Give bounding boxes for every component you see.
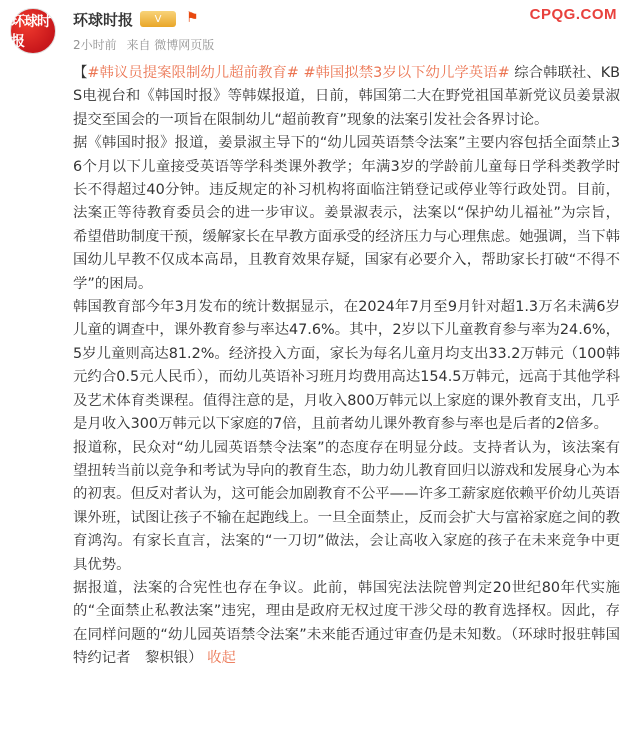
topic-link-1[interactable]: #韩议员提案限制幼儿超前教育# [87, 65, 299, 81]
avatar[interactable]: 环球时报 [10, 8, 56, 54]
vip-badge-icon: V [140, 11, 176, 27]
post-source: 来自 微博网页版 [126, 38, 215, 52]
bracket-open: 【 [73, 65, 88, 81]
post-paragraph [73, 62, 620, 132]
post-meta [73, 36, 220, 53]
topic-link-2[interactable]: #韩国拟禁3岁以下幼儿学英语# [303, 65, 510, 81]
watermark: CPQG.COM [529, 6, 617, 23]
collapse-link[interactable]: 收起 [207, 650, 236, 667]
paragraph-5-text: 据报道，法案的合宪性也存在争议。此前，韩国宪法法院曾判定20世纪80年代实施的“全面禁止私教法案”违宪，理由是政府无权过度干涉父母的教育选择权。因此，存在同样问题的“幼儿园英语禁令法案”未来能否通过审查仍是未知数。（环球时报驻韩国特约记者 黎枳银） [73, 579, 620, 667]
post-content [73, 62, 620, 671]
username[interactable]: 环球时报 [73, 11, 134, 29]
post-time[interactable]: 2小时前 [73, 38, 117, 52]
paragraph-1-text: 综合韩联社、KBS电视台和《韩国时报》等韩媒报道，日前，韩国第二大在野党祖国革新党议员姜景淑提交至国会的一项旨在限制幼儿“超前教育”现象的法案引发社会各界讨论。 [73, 65, 621, 128]
post-header [0, 0, 627, 56]
post-paragraph: 报道称，民众对“幼儿园英语禁令法案”的态度存在明显分歧。支持者认为，该法案有望扭转当前以竞争和考试为导向的教育生态，助力幼儿教育回归以游戏和发展身心为本的初衷。但反对者认为，这可能会加剧教育不公平——许多工薪家庭依赖平价幼儿英语课外班，试图让孩子不输在起跑线上。一旦全面禁止，反而会扩大与富裕家庭之间的教育鸿沟。有家长直言，法案的“一刀切”做法，会让高收入家庭的孩子在未来竞争中更具优势。 [73, 439, 620, 573]
post-paragraph: 韩国教育部今年3月发布的统计数据显示，在2024年7月至9月针对超1.3万名未满6岁儿童的调查中，课外教育参与率达47.6%。其中，2岁以下儿童教育参与率为24.6%，5岁儿童则高达81.2%。经济投入方面，家长为每名儿童月均支出33.2万韩元（100韩元约合0.5元人民币），而幼儿英语补习班月均费用高达154.5万韩元，远高于其他学科及艺术体育类课程。值得注意的是，月收入800万韩元以上家庭的课外教育支出，几乎是月收入300万韩元以下家庭的7倍，且前者幼儿课外教育参与率也是后者的2倍多。 [73, 299, 620, 433]
post-paragraph [73, 577, 620, 671]
flag-icon: ⚑ [186, 10, 199, 26]
post-paragraph: 据《韩国时报》报道，姜景淑主导下的“幼儿园英语禁令法案”主要内容包括全面禁止36个月以下儿童接受英语等学科类课外教学；年满3岁的学龄前儿童每日学科类教学时长不得超过40分钟。违反规定的补习机构将面临注销登记或停业等行政处罚。目前，法案正等待教育委员会的进一步审议。姜景淑表示，法案以“保护幼儿福祉”为宗旨，希望借助制度干预，缓解家长在早教方面承受的经济压力与心理焦虑。她强调，当下韩国幼儿早教不仅成本高昂，且教育效果存疑，国家有必要介入，帮助家长打破“不得不学”的困局。 [73, 135, 620, 292]
